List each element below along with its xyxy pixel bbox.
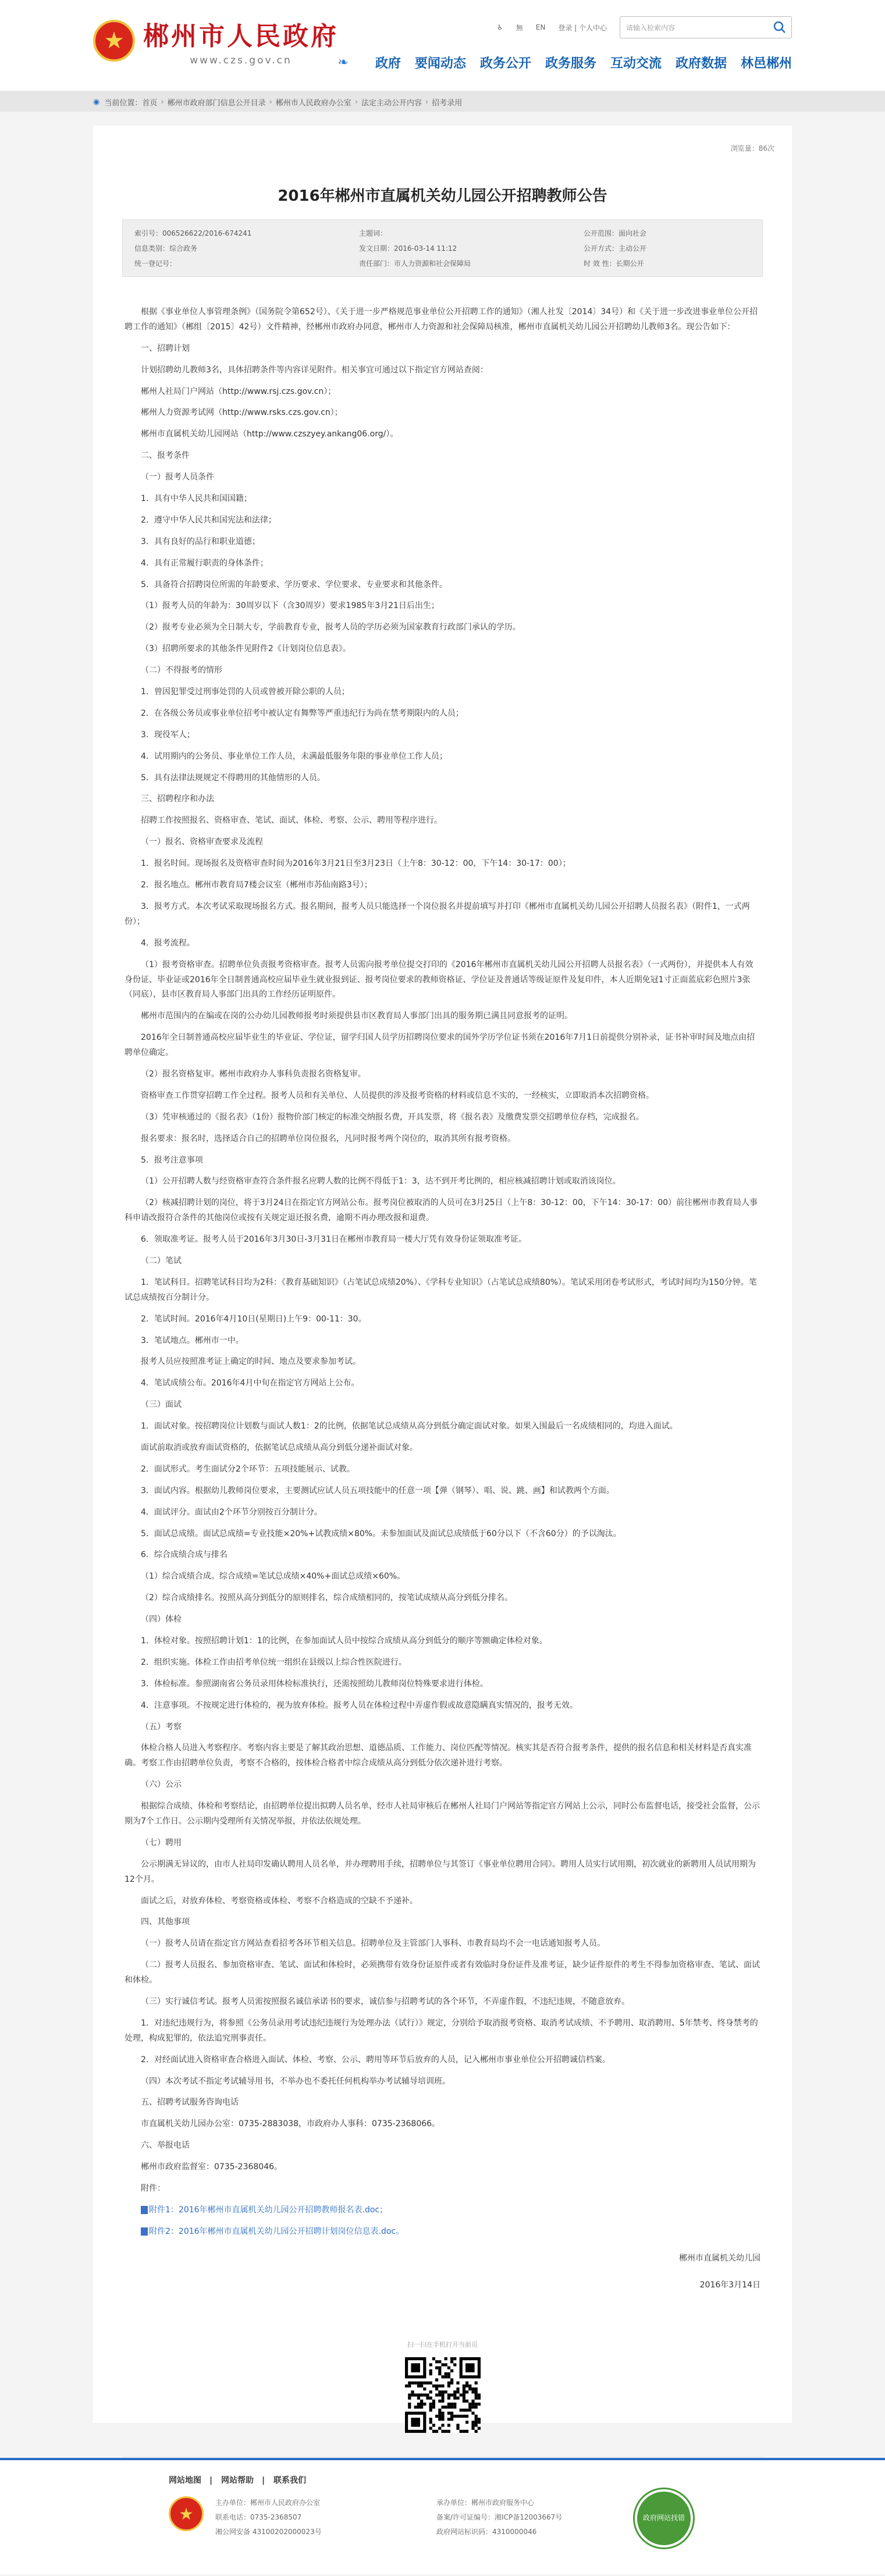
article-paragraph: （二）报考人员报名、参加资格审查、笔试、面试和体检时，必须携带有效身份证原件或者有效临时身份证件及准考证，缺少证件原件的考生不得参加资格审查、笔试、面试和体检。 [125, 1960, 760, 1985]
article-paragraph: 3．具有良好的品行和职业道德； [141, 536, 260, 546]
nav-deco-icon: ❧ [337, 55, 349, 70]
article-paragraph: （2）报名资格复审。郴州市政府办人事科负责报名资格复审。 [141, 1069, 366, 1079]
article-paragraph: （一）报考人员请在指定官方网站查看招考各环节相关信息。招聘单位及主管部门人事科、市教育局均不会一电话通知报考人员。 [141, 1939, 605, 1949]
article-paragraph: 3．笔试地点。郴州市一中。 [141, 1335, 244, 1345]
article-paragraph: 3．面试内容。根据幼儿教师岗位要求，主要测试应试人员五项技能中的任意一项【弹（钢琴）、唱、说、跳、画】和试教两个方面。 [141, 1486, 614, 1495]
article-paragraph: 郴州人社局门户网站（http://www.rsj.czs.gov.cn）； [141, 386, 336, 396]
article-paragraph: （五）考察 [141, 1722, 182, 1732]
article-panel [93, 126, 792, 2423]
party-emblem-icon[interactable]: ★ [169, 2496, 204, 2531]
search-icon[interactable] [773, 20, 787, 34]
article-paragraph: 一、招聘计划 [141, 343, 190, 353]
article-paragraph: 报考人员应按照准考证上确定的时间、地点及要求参加考试。 [141, 1357, 361, 1367]
article-paragraph: （2）综合成绩排名。按照从高分到低分的原则排名，综合成绩相同的，按笔试成绩从高分到低分排名。 [141, 1593, 513, 1603]
breadcrumb-label: 当前位置： [104, 99, 143, 108]
top-toolbar [497, 16, 792, 38]
article-paragraph: 三、招聘程序和办法 [141, 794, 214, 804]
article-paragraph: （三）面试 [141, 1400, 182, 1410]
article-paragraph: （四）体检 [141, 1615, 182, 1625]
breadcrumb-office[interactable]: 郴州市人民政府办公室 [275, 99, 351, 108]
article-paragraph: （1）公开招聘人数与经资格审查符合条件报名应聘人数的比例不得低于1：3，达不到开考比例的，相应核减招聘计划或取消该岗位。 [141, 1177, 621, 1186]
article-paragraph: 5．具备符合招聘岗位所需的年龄要求、学历要求、学位要求、专业要求和其他条件。 [141, 580, 447, 589]
site-url: www.czs.gov.cn [190, 55, 292, 66]
article-paragraph: 郴州市范围内的在编或在岗的公办幼儿园教师报考时须提供县市区教育局人事部门出具的服务期已满且同意报考的证明。 [141, 1011, 573, 1021]
nav-item-data[interactable]: 政府数据 [675, 56, 727, 71]
article-paragraph: 体检合格人员进入考察程序。考察内容主要是了解其政治思想、道德品质、工作能力、岗位匹配等情况。核实其是否符合报考条件，提供的报名信息和相关材料是否真实准确。考察工作由招聘单位负责，考察不合格的，按体检合格者中综合成绩从高分到低分依次递补进行考察。 [125, 1743, 752, 1768]
article-paragraph: 六、举报电话 [141, 2141, 190, 2151]
article-paragraph: 面试前取消或放弃面试资格的，依据笔试总成绩从高分到低分递补面试对象。 [141, 1442, 418, 1452]
article-meta [122, 219, 763, 277]
meta-field: 信息类别：综合政务 [134, 244, 198, 253]
article-paragraph: （二）笔试 [141, 1256, 182, 1266]
article-paragraph: 4．面试评分。面试由2个环节分别按百分制计分。 [141, 1507, 322, 1517]
article-paragraph: 计划招聘幼儿教师3名，具体招聘条件等内容详见附件。相关事宜可通过以下指定官方网站查阅： [141, 365, 488, 375]
qr-block [122, 2340, 763, 2433]
article-paragraph: 面试之后，对放弃体检、考察资格或体检、考察不合格造成的空缺不予递补。 [141, 1896, 418, 1906]
national-emblem-icon: ★ [93, 20, 135, 62]
article-paragraph: 五、招聘考试服务咨询电话 [141, 2098, 239, 2108]
qr-code [405, 2357, 481, 2433]
article-paragraph: 2016年全日制普通高校应届毕业生的毕业证、学位证，留学归国人员学历招聘岗位要求的国外学历学位证书须在2016年7月1日前提供分别补录，证书补审时间及地点由招聘单位确定。 [125, 1033, 755, 1058]
meta-field: 公开方式：主动公开 [584, 244, 647, 253]
article-paragraph: 招聘工作按照报名、资格审查、笔试、面试、体检、考察、公示、聘用等程序进行。 [141, 816, 442, 826]
attachment-link[interactable]: 附件1：2016年郴州市直属机关幼儿园公开招聘教师报名表.doc； [149, 2205, 388, 2215]
meta-field: 公开范围：面向社会 [584, 229, 647, 237]
site-logo[interactable] [93, 15, 339, 66]
article-paragraph: （3）招聘所要求的其他条件见附件2《计划岗位信息表》。 [141, 644, 351, 654]
article-paragraph: （1）报考人员的年龄为：30周岁以下（含30周岁）要求1985年3月21日后出生； [141, 601, 439, 611]
article-paragraph: 市直属机关幼儿园办公室：0735-2883038，市政府办人事科：0735-2368066。 [141, 2119, 440, 2129]
article-paragraph: 2．面试形式。考生面试分2个环节：五项技能展示、试教。 [141, 1464, 355, 1474]
qr-caption: 扫一扫在手机打开当前页 [407, 2340, 478, 2348]
article-paragraph: 2．在各级公务员或事业单位招考中被认定有舞弊等严重违纪行为尚在禁考期限内的人员； [141, 708, 464, 718]
article-paragraph: 报名要求：报名时，选择适合自己的招聘单位岗位报名，凡同时报考两个岗位的，取消其所有报考资格。 [141, 1134, 516, 1143]
location-icon: ◉ [93, 98, 100, 106]
article-paragraph: （四）本次考试不指定考试辅导用书，不举办也不委托任何机构举办考试辅导培训班。 [141, 2076, 450, 2086]
attachments-label: 附件： [141, 2184, 165, 2194]
article-paragraph: 四、其他事项 [141, 1917, 190, 1927]
article-paragraph: 资格审查工作贯穿招聘工作全过程。报考人员和有关单位、人员提供的涉及报考资格的材料或信息不实的，一经核实，立即取消本次招聘资格。 [141, 1090, 654, 1100]
signature-date: 2016年3月14日 [699, 2280, 760, 2290]
attachment-link[interactable]: 附件2：2016年郴州市直属机关幼儿园公开招聘计划岗位信息表.doc。 [149, 2226, 404, 2236]
article-paragraph: （三）实行诚信考试。报考人员需按照报名诚信承诺书的要求，诚信参与招聘考试的各个环节，不弄虚作假，不违纪违规，不随意放弃。 [141, 1997, 630, 2007]
article-paragraph: 1．面试对象。按招聘岗位计划数与面试人数1：2的比例，依据笔试总成绩从高分到低分确定面试对象。如果入围最后一名成绩相同的，均进入面试。 [141, 1422, 678, 1431]
meta-field: 发文日期：2016-03-14 11:12 [359, 244, 457, 253]
article-paragraph: 4．试用期内的公务员、事业单位工作人员，未满最低服务年限的事业单位工作人员； [141, 751, 447, 761]
article-paragraph: 3．现役军人； [141, 730, 195, 740]
article-paragraph: 4．报考流程。 [141, 938, 195, 948]
article-paragraph: （2）报考专业必须为全日制大专，学前教育专业，报考人员的学历必须为国家教育行政部门承认的学历。 [141, 623, 521, 633]
article-paragraph: 6．综合成绩合成与排名 [141, 1550, 228, 1560]
article-paragraph: 公示期满无异议的，由市人社局印发确认聘用人员名单，并办理聘用手续，招聘单位与其签订《事业单位聘用合同》。聘用人员实行试用期，初次就业的新聘用人员试用期为12个月。 [125, 1859, 756, 1884]
article-paragraph: 1．具有中华人民共和国国籍； [141, 494, 252, 504]
article-paragraph: 2．对经面试进入资格审查合格进入面试、体检、考察、公示、聘用等环节后放弃的人员，记入郴州市事业单位公开招聘诚信档案。 [141, 2055, 610, 2065]
article-paragraph: （二）不得报考的情形 [141, 666, 222, 676]
nav-item-government[interactable]: 政府 [375, 56, 401, 71]
article-paragraph: 2．报名地点。郴州市教育局7楼会议室（郴州市苏仙南路3号）； [141, 880, 372, 890]
footer-info-item: 备案/许可证编号：湘ICP备12003667号 [436, 2513, 563, 2521]
footer-info-item: 湘公网安备 43100202000023号 [215, 2528, 322, 2536]
nav-item-linyi[interactable]: 林邑郴州 [740, 56, 792, 71]
breadcrumb-bar [0, 91, 885, 112]
breadcrumb: ◉ 当前位置： 首页 › 郴州市政府部门信息公开目录 › 郴州市人民政府办公室 › 法定主动公开内容 › 招考录用 [93, 98, 463, 108]
article-paragraph: 郴州市政府监督室：0735-2368046。 [141, 2162, 283, 2172]
article-paragraph: 4．笔试成绩公布。2016年4月中旬在指定官方网站上公布。 [141, 1378, 360, 1388]
article-paragraph: （3）凭审核通过的《报名表》（1份）报物价部门核定的标准交纳报名费，开具发票，将《报名表》及缴费发票交招聘单位存档，完成报名。 [141, 1112, 644, 1122]
article-title: 2016年郴州市直属机关幼儿园公开招聘教师公告 [278, 187, 607, 205]
accessibility-icon[interactable]: ♿ [496, 23, 503, 31]
article-paragraph: （一）报名、资格审查要求及流程 [141, 837, 263, 847]
meta-field: 时 效 性：长期公开 [584, 260, 644, 268]
doc-file-icon [141, 2227, 148, 2236]
article-paragraph: 1．报名时间。现场报名及资格审查时间为2016年3月21日至3月23日（上午8：30-12：00，下午14：30-17：00）； [141, 859, 571, 869]
article-paragraph: （1）报考资格审查。招聘单位负责报考资格审查。报考人员需向报考单位提交打印的《2016年郴州市直属机关幼儿园公开招聘人员报名表》（一式两份），并提供本人有效身份证、毕业证或2016年全日制普通高校应届毕业生就业报到证、报考岗位要求的教师资格证、学位证及普通话等级证原件及复印件，本人近期免冠1寸正面蓝底彩色照片3张（同底），县市区教育局人事部门出具的工作经历证明原件。 [125, 960, 754, 1000]
search-input[interactable] [620, 16, 792, 38]
article-paragraph: 4．注意事项。不按规定进行体检的，视为放弃体检。报考人员在体检过程中弄虚作假或故意隐瞒真实情况的，报考无效。 [141, 1700, 578, 1710]
nav-item-openness[interactable]: 政务公开 [479, 56, 531, 71]
tool-english[interactable]: EN [535, 23, 546, 31]
article-paragraph: 根据《事业单位人事管理条例》（国务院令第652号）、《关于进一步严格规范事业单位公开招聘工作的通知》（湘人社发〔2014〕34号）和《关于进一步改进事业单位公开招聘工作的通知》（郴组〔2015〕42号）文件精神，经郴州市政府办同意，郴州市人力资源和社会保障局核准，郴州市直属机关幼儿园公开招聘幼儿教师3名。现公告如下： [125, 307, 758, 332]
article-paragraph: 2．遵守中华人民共和国宪法和法律； [141, 515, 276, 525]
doc-file-icon [141, 2206, 148, 2214]
breadcrumb-catalog[interactable]: 郴州市政府部门信息公开目录 [167, 99, 266, 108]
main-nav [337, 54, 792, 72]
breadcrumb-disclosure[interactable]: 法定主动公开内容 [361, 99, 422, 108]
site-header [0, 0, 885, 91]
article-paragraph: 郴州人力资源考试网（http://www.rsks.czs.gov.cn）； [141, 408, 343, 418]
footer-info-item: 主办单位：郴州市人民政府办公室 [215, 2499, 321, 2507]
article-paragraph: 3．报考方式。本次考试采取现场报名方式。报名期间，报考人员只能选择一个岗位报名并提前填写并打印《郴州市直属机关幼儿园公开招聘人员报名表》（附件1，一式两份）； [125, 901, 750, 926]
breadcrumb-home[interactable]: 首页 [142, 99, 158, 108]
article-paragraph: 1．笔试科目。招聘笔试科目均为2科：《教育基础知识》（占笔试总成绩20%）、《学科专业知识》（占笔试总成绩80%）。笔试采用闭卷考试形式，考试时间均为150分钟。笔试总成绩按百分制计分。 [125, 1277, 757, 1302]
footer-link-sitemap[interactable]: 网站地图 [169, 2476, 201, 2485]
article-paragraph: 郴州市直属机关幼儿园网站（http://www.czszyey.ankang06.org/）。 [141, 429, 399, 439]
article-paragraph: 4．具有正常履行职责的身体条件； [141, 558, 268, 568]
article-paragraph: 5．报考注意事项 [141, 1155, 203, 1165]
tool-simplified[interactable]: 無 [516, 23, 523, 32]
view-count: 浏览量：86次 [730, 144, 774, 152]
site-name: 郴州市人民政府 [143, 22, 339, 51]
article-paragraph: 2．组织实施。体检工作由招考单位统一组织在县级以上综合性医院进行。 [141, 1657, 407, 1667]
article-body [122, 305, 763, 2293]
meta-field: 主题词： [359, 229, 388, 237]
article-paragraph: 6．领取准考证。报考人员于2016年3月30日-3月31日在郴州市教育局一楼大厅凭有效身份证领取准考证。 [141, 1235, 527, 1245]
nav-item-news[interactable]: 要闻动态 [414, 56, 466, 71]
article-paragraph: 根据综合成绩、体检和考察结论，由招聘单位提出拟聘人员名单，经市人社局审核后在郴州人社局门户网站等指定官方网站上公示，同时公布监督电话，接受社会监督，公示期为7个工作日。公示期内受理所有关情况举报，并依法依规处理。 [125, 1802, 760, 1827]
error-report-badge[interactable]: 政府网站找错 [635, 2489, 693, 2547]
article-paragraph: 1．曾因犯罪受过刑事处罚的人员或曾被开除公职的人员； [141, 687, 350, 697]
footer-links: 网站地图 | 网站帮助 | 联系我们 [169, 2476, 306, 2485]
article-paragraph: 2．笔试时间。2016年4月10日(星期日)上午9：00-11：30。 [141, 1314, 367, 1324]
meta-field: 责任部门：市人力资源和社会保障局 [359, 260, 471, 268]
footer-info [215, 2497, 657, 2536]
signature-org: 郴州市直属机关幼儿园 [679, 2253, 760, 2263]
nav-item-interaction[interactable]: 互动交流 [610, 56, 662, 71]
footer-link-help[interactable]: 网站帮助 [221, 2476, 254, 2485]
article-paragraph: （1）综合成绩合成。综合成绩=笔试总成绩×40%+面试总成绩×60%。 [141, 1572, 406, 1582]
article-paragraph: （七）聘用 [141, 1838, 182, 1847]
breadcrumb-recruitment[interactable]: 招考录用 [432, 99, 463, 108]
article-paragraph: 5．面试总成绩。面试总成绩=专业技能×20%+试教成绩×80%。未参加面试及面试总成绩低于60分以下（不含60分）的予以淘汰。 [141, 1529, 621, 1539]
meta-field: 索引号：006526622/2016-674241 [134, 229, 252, 237]
article-paragraph: 二、报考条件 [141, 451, 190, 461]
article-paragraph: 5．具有法律法规规定不得聘用的其他情形的人员。 [141, 773, 325, 783]
footer-info-item: 政府网站标识码：4310000046 [436, 2528, 537, 2536]
meta-field: 统一登记号： [134, 260, 177, 268]
article-paragraph: 1．体检对象。按照招聘计划1：1的比例，在参加面试人员中按综合成绩从高分到低分的顺序等额确定体检对象。 [141, 1636, 548, 1646]
article-paragraph: 3．体检标准。参照湖南省公务员录用体检标准执行，还需按照幼儿教师岗位特殊要求进行体检。 [141, 1679, 488, 1689]
search-placeholder: 请输入检索内容 [626, 23, 676, 32]
footer-link-contact[interactable]: 联系我们 [273, 2476, 306, 2485]
footer-info-item: 联系电话：0735-2368507 [215, 2513, 302, 2521]
article-paragraph: 1．对违纪违规行为，将参照《公务员录用考试违纪违规行为处理办法（试行）》规定，分别给予取消报考资格、取消考试成绩、不予聘用、取消聘用、5年禁考、终身禁考的处理，构成犯罪的，依法追究刑事责任。 [125, 2018, 758, 2043]
nav-item-services[interactable]: 政务服务 [545, 56, 596, 71]
article-paragraph: （六）公示 [141, 1780, 182, 1790]
article-paragraph: （2）核减招聘计划的岗位，将于3月24日在指定官方网站公布。报考岗位被取消的人员可在3月25日（上午8：30-12：00，下午14：30-17：00）前往郴州市教育局人事科申请改报符合条件的其他岗位或按有关规定退还报名费，逾期不再办理改报和退费。 [125, 1198, 758, 1223]
site-footer [0, 2458, 885, 2574]
tool-login[interactable]: 登录 | 个人中心 [558, 23, 607, 32]
footer-info-item: 承办单位：郴州市政府服务中心 [436, 2499, 535, 2507]
article-paragraph: （一）报考人员条件 [141, 472, 214, 482]
